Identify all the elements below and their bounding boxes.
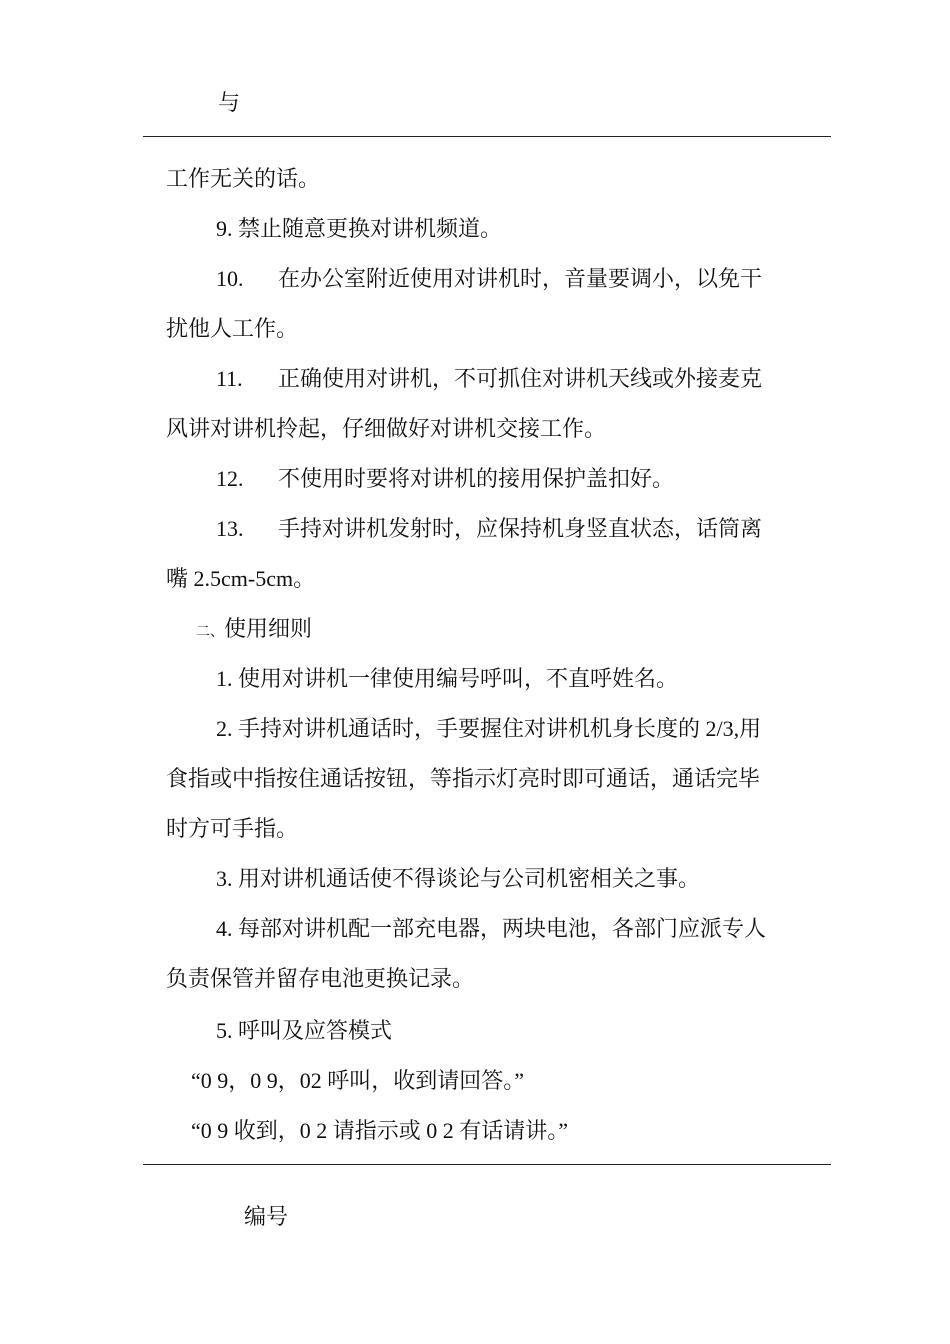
section-heading: [196, 614, 312, 648]
quote-line: “0 9 收到，0 2 请指示或 0 2 有话请讲。”: [191, 1118, 569, 1143]
paragraph-line: 负责保管并留存电池更换记录。: [166, 966, 475, 991]
list-item-5: 5. 呼叫及应答模式: [216, 1018, 393, 1043]
list-item-9: 9. 禁止随意更换对讲机频道。: [216, 216, 503, 241]
list-item-1: 1. 使用对讲机一律使用编号呼叫，不直呼姓名。: [216, 666, 679, 691]
list-text: 正确使用对讲机，不可抓住对讲机天线或外接麦克: [278, 366, 763, 391]
section-title: 使用细则: [224, 616, 313, 641]
list-item-3: 3. 用对讲机通话使不得谈论与公司机密相关之事。: [216, 866, 701, 891]
paragraph-line: 时方可手指。: [166, 816, 299, 841]
quote-line: “0 9，0 9，02 呼叫，收到请回答。”: [191, 1068, 525, 1093]
list-text: 不使用时要将对讲机的接用保护盖扣好。: [278, 466, 675, 491]
list-number: 10.: [216, 266, 244, 291]
list-item-2: 2. 手持对讲机通话时，手要握住对讲机机身长度的 2/3,用: [216, 716, 762, 741]
list-text: 手持对讲机发射时，应保持机身竖直状态，话筒离: [278, 516, 763, 541]
list-number: 13.: [216, 516, 244, 541]
list-number: 12.: [216, 466, 244, 491]
list-text: 在办公室附近使用对讲机时，音量要调小，以免干: [278, 266, 763, 291]
list-item-4: 4. 每部对讲机配一部充电器，两块电池，各部门应派专人: [216, 916, 767, 941]
footer-rule: [143, 1164, 831, 1165]
section-number: 二、: [196, 625, 224, 640]
paragraph-line: 嘴 2.5cm-5cm。: [166, 566, 316, 591]
paragraph-line: 食指或中指按住通话按钮，等指示灯亮时即可通话，通话完毕: [166, 766, 761, 791]
list-item-11: [216, 364, 762, 394]
paragraph-line: 扰他人工作。: [166, 316, 299, 341]
list-item-10: [216, 264, 762, 294]
header-rule: [143, 136, 831, 137]
list-number: 11.: [216, 366, 243, 391]
paragraph-line: 工作无关的话。: [166, 166, 321, 191]
page-header: 与: [218, 90, 241, 115]
page-footer: 编号: [244, 1204, 289, 1229]
list-item-12: [216, 464, 674, 494]
paragraph-line: 风讲对讲机拎起，仔细做好对讲机交接工作。: [166, 416, 607, 441]
list-item-13: [216, 514, 762, 544]
